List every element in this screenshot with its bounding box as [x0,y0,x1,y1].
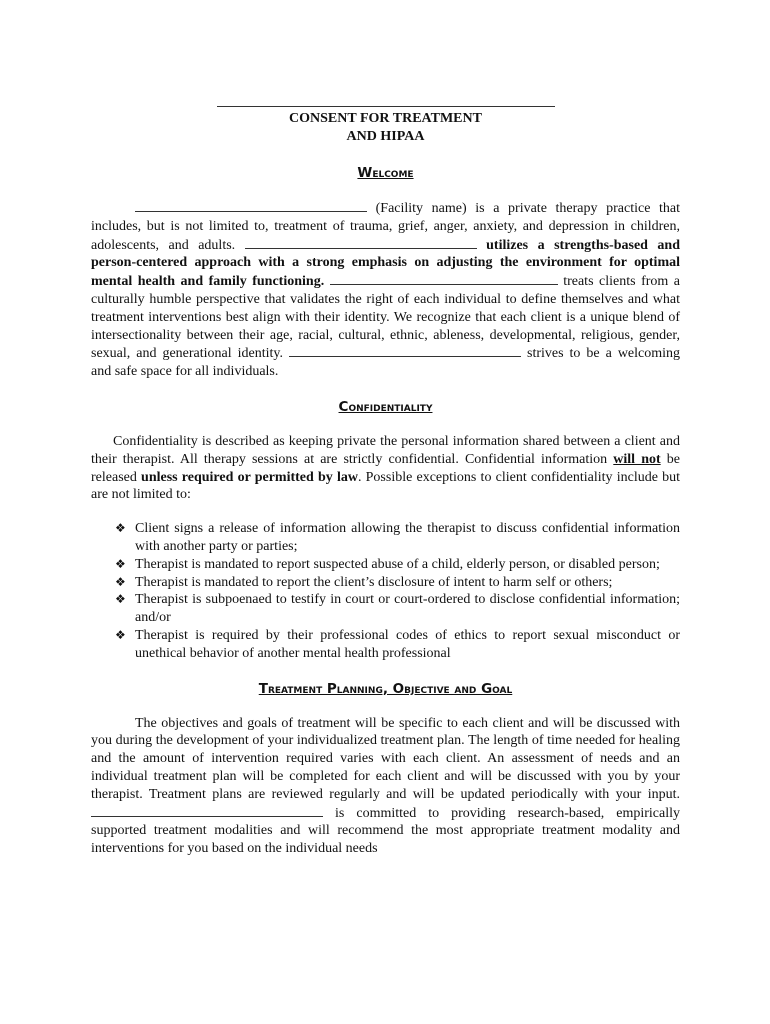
list-item [91,520,680,556]
diamond-bullet-icon: ❖ [115,574,126,589]
title-line-1: CONSENT FOR TREATMENT [289,111,482,126]
confidentiality-text-a: Confidentiality is described as keeping private the personal information shared between a client and their therapist. All therapy sessions at are strictly confidential. Confidential information [91,433,680,467]
diamond-bullet-icon: ❖ [115,521,126,536]
list-item [91,556,680,574]
welcome-paragraph [91,199,680,381]
will-not-text: will not [613,451,661,467]
document-title [91,110,680,146]
diamond-bullet-icon: ❖ [115,556,126,571]
title-line-2: AND HIPAA [346,129,425,144]
confidentiality-text-b: be released [91,451,681,485]
welcome-heading: Welcome [357,165,414,181]
list-item-text: Therapist is required by their professional codes of ethics to report sexual misconduct or unethical behavior of another mental health professional [135,627,680,661]
welcome-text-b: treats clients from a culturally humble perspective that validates the right of each individual to define themselves and what treatment interventions best align with their identity. We recognize that each client is a unique blend of intersectionality between their age, racial, cultural, ethnic, ableness, developmental, religious, gender, sexual, and generational identity. [91,274,680,362]
facility-name-blank-4[interactable] [289,344,521,357]
list-item-text: Therapist is mandated to report the client’s disclosure of intent to harm self or others; [135,574,613,590]
confidentiality-text-bold: unless required or permitted by law [141,469,358,485]
facility-name-blank-2[interactable] [245,236,477,249]
list-item [91,574,680,592]
confidentiality-heading: Confidentiality [338,398,433,415]
treatment-heading: Treatment Planning, Objective and Goal [258,680,513,697]
welcome-text-c: strives to be a welcoming and safe space for all individuals. [91,346,681,380]
treatment-paragraph [91,715,680,858]
diamond-bullet-icon: ❖ [115,592,126,607]
welcome-text-a: (Facility name) is a private therapy practice that includes, but is not limited to, treatment of trauma, grief, anger, anxiety, and depression in children, adolescents, and adults. [91,201,681,253]
welcome-text-bold: utilizes a strengths-based and person-centered approach with a strong emphasis on adjusting the environment for optimal mental health and family functioning. [91,237,681,290]
list-item [91,627,680,663]
facility-name-blank[interactable] [135,199,367,212]
facility-name-blank-3[interactable] [330,272,558,285]
exceptions-list [91,520,680,662]
list-item-text: Client signs a release of information allowing the therapist to discuss confidential information with another party or parties; [135,521,680,554]
document-body [91,92,680,858]
confidentiality-paragraph [91,433,680,504]
treatment-text-a: The objectives and goals of treatment will be specific to each client and will be discussed with you during the development of your individualized treatment plan. The length of time needed for healing and the amount of intervention required varies with each client. An assessment of needs and an individual treatment plan will be completed for each client and will be discussed with you by your therapist. Treatment plans are reviewed regularly and will be updated periodically with your input. [91,715,680,802]
diamond-bullet-icon: ❖ [115,627,126,642]
list-item [91,591,680,627]
practice-name-line[interactable] [217,92,555,107]
list-item-text: Therapist is subpoenaed to testify in court or court-ordered to disclose confidential information; and/or [135,592,680,626]
confidentiality-text-c: . Possible exceptions to client confidentiality include but are not limited to: [91,469,681,503]
treatment-text-b: is committed to providing research-based, empirically supported treatment modalities and will recommend the most appropriate treatment modality and interventions for you based on the individual needs [91,805,681,857]
list-item-text: Therapist is mandated to report suspected abuse of a child, elderly person, or disabled person; [135,556,660,572]
facility-name-blank-5[interactable] [91,804,323,817]
